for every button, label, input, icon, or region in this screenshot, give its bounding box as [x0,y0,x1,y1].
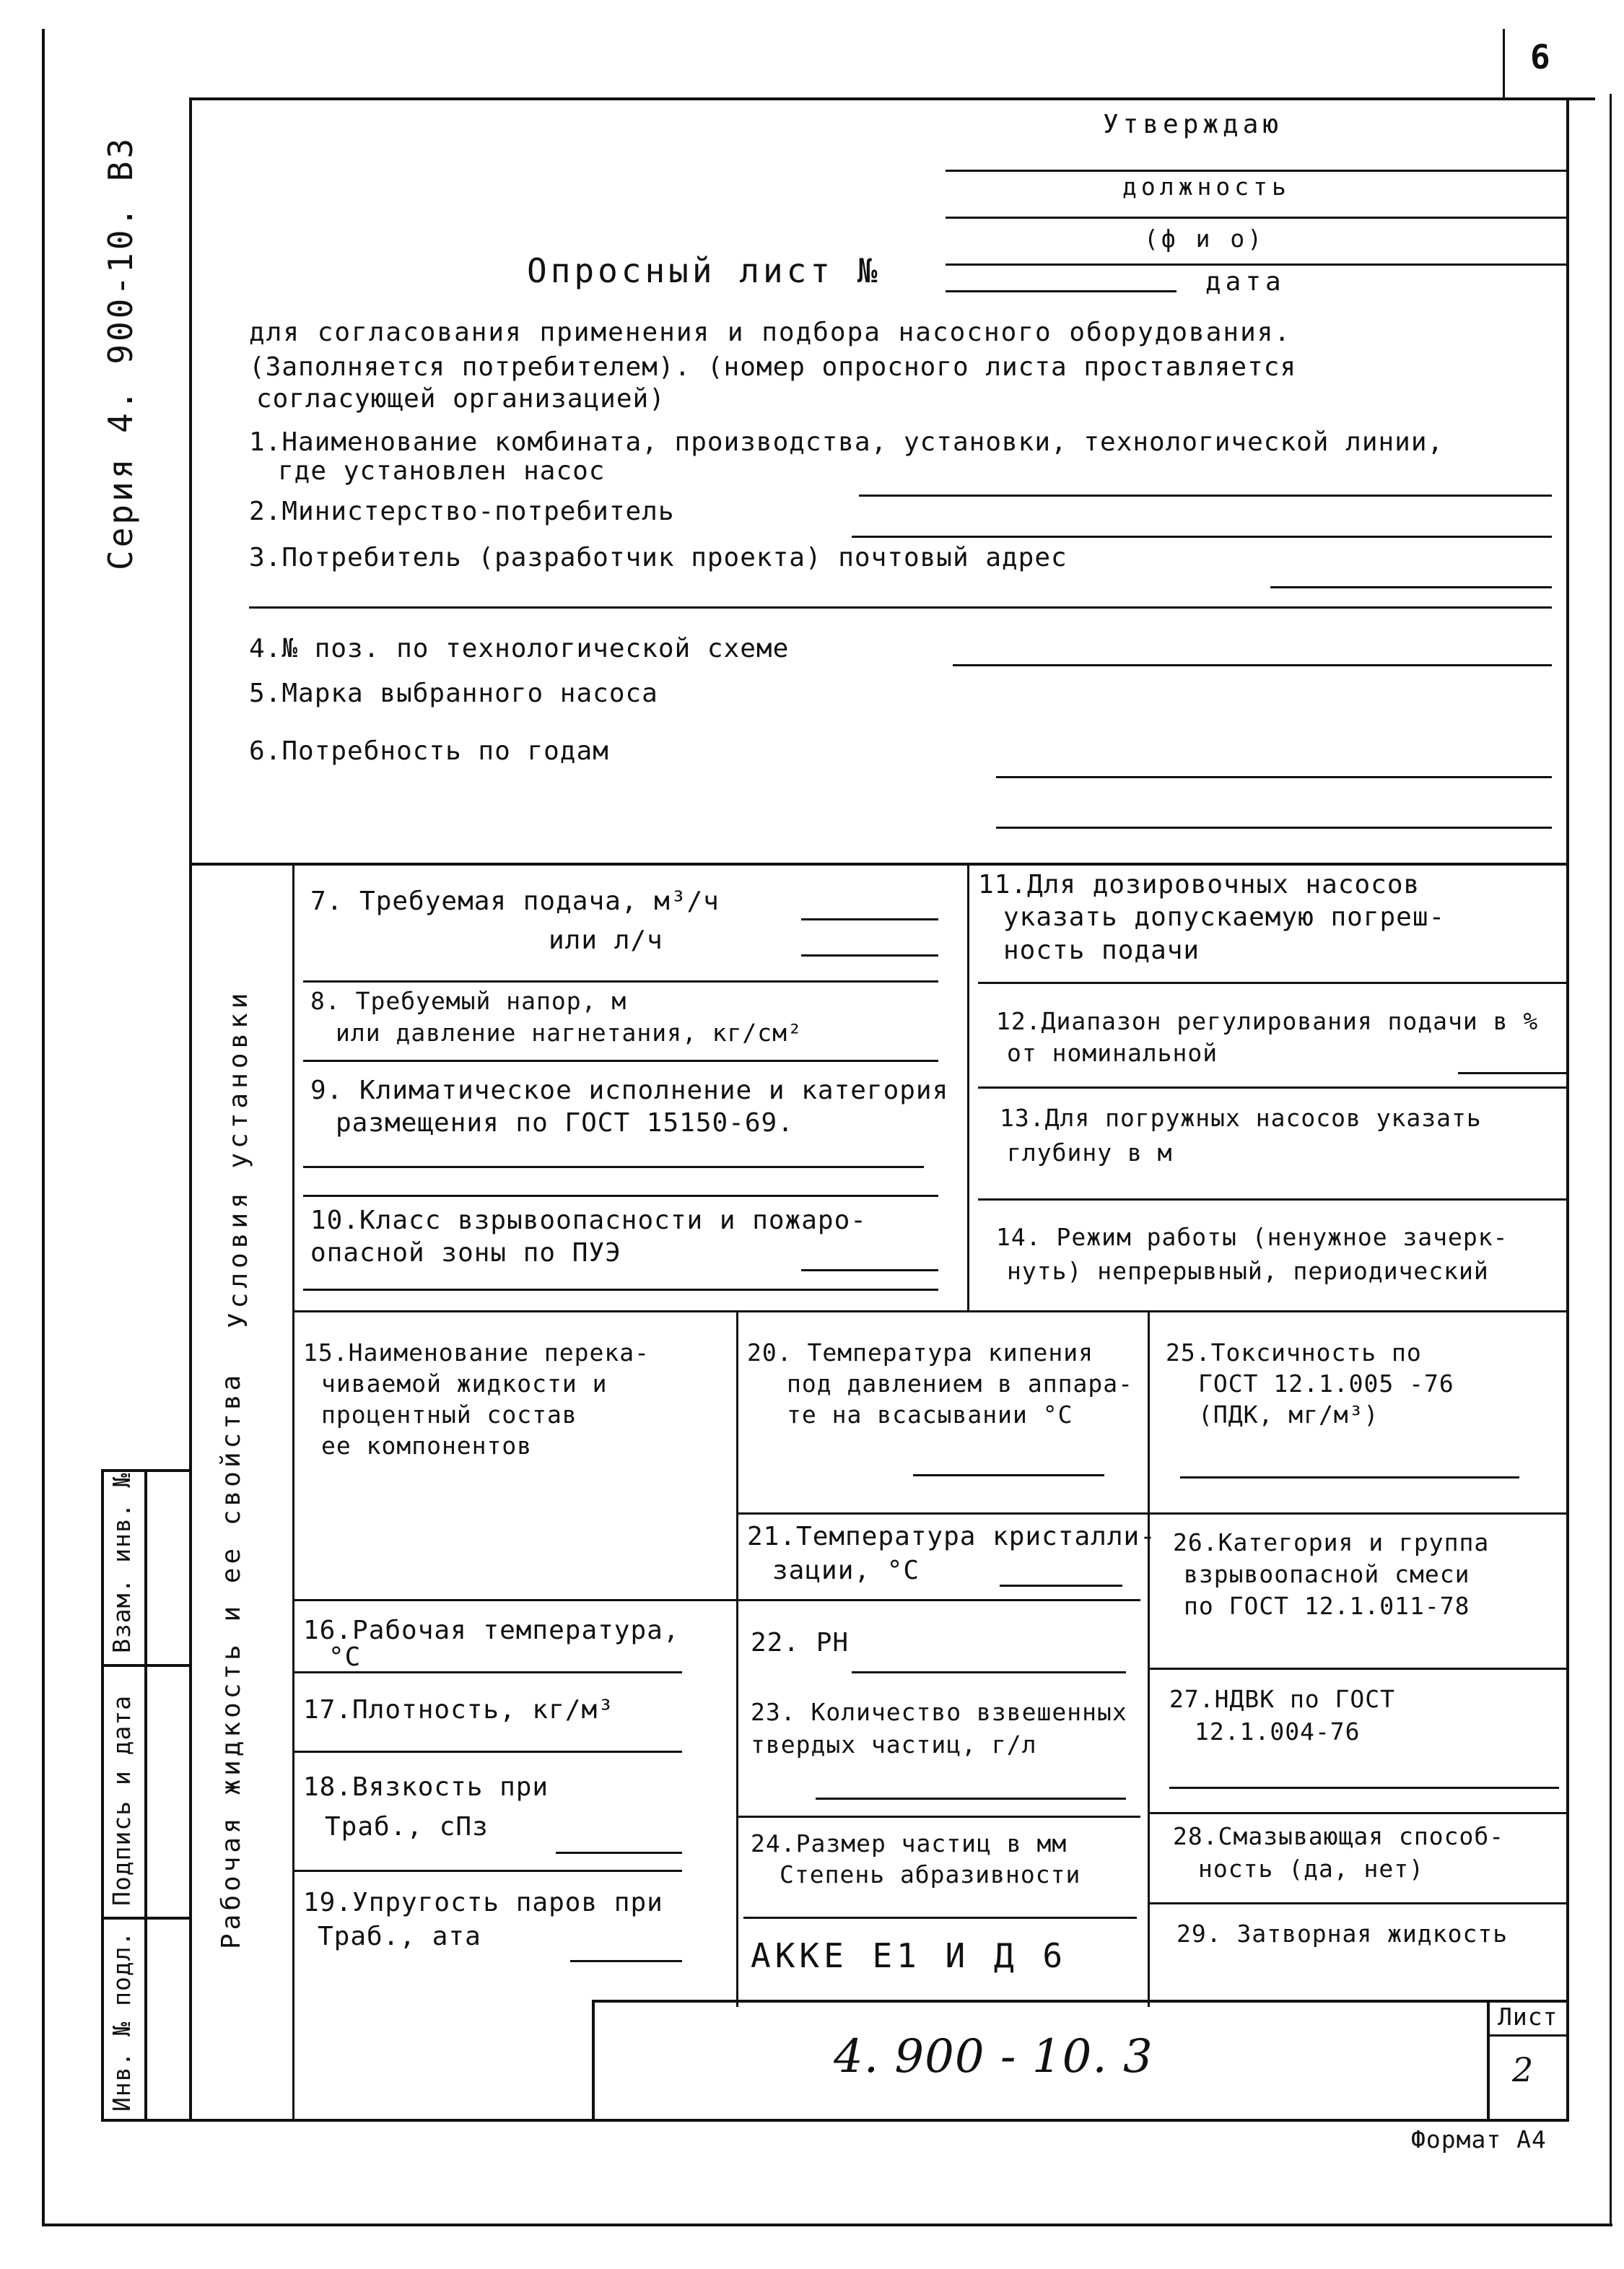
item-2: 2.Министерство-потребитель [249,497,675,526]
item-24-line-a: 24.Размер частиц в мм [751,1829,1068,1858]
item-27-field [1169,1787,1559,1789]
item-15-line-d: ее компонентов [321,1432,533,1460]
item-20-bottom [736,1512,1566,1515]
item-10-field-b [303,1289,938,1291]
approve-line-2 [946,217,1566,219]
approve-label: Утверждаю [1103,110,1283,139]
item-4: 4.№ поз. по технологической схеме [249,634,790,663]
item-20-line-c: те на всасывании °С [787,1401,1073,1429]
form-note-2: согласующей организацией) [256,384,665,414]
series-label: Серия 4. 900-10. В3 [101,135,140,570]
install-column-divider [967,863,969,1310]
side-stamp-inv-orig: Инв. № подл. [108,1930,136,2112]
item-9-bottom [303,1195,938,1197]
item-7-bottom [303,980,938,983]
page-number: 6 [1530,38,1551,77]
item-22: 22. РН [751,1628,850,1658]
item-17: 17.Плотность, кг/м³ [303,1695,614,1725]
item-12-line-b: от номинальной [1007,1039,1218,1067]
item-11-line-c: ность подачи [1003,936,1200,965]
side-stamp-top [101,1469,189,1472]
item-26-line-c: по ГОСТ 12.1.011-78 [1184,1592,1470,1620]
item-21-field [1000,1585,1122,1587]
section-liquid-top [292,1310,1566,1312]
form-note-1: (Заполняется потребителем). (номер опросного листа проставляется [249,352,1297,382]
form-subtitle: для согласования применения и подбора насосного оборудования. [249,318,1292,347]
item-24-line-b: Степень абразивности [780,1860,1081,1889]
item-1-line-a: 1.Наименование комбината, производства, установки, технологической линии, [249,427,1444,457]
item-15-line-b: чиваемой жидкости и [321,1369,608,1398]
item-25-line-b: ГОСТ 12.1.005 -76 [1198,1369,1454,1398]
side-stamp-inv-repl: Взам. инв. № [108,1472,136,1653]
item-7-field-b [801,954,938,957]
item-15-line-c: процентный состав [321,1401,577,1429]
side-stamp-left [101,1469,104,2119]
item-18-bottom [292,1870,682,1872]
item-29: 29. Затворная жидкость [1176,1920,1509,1948]
item-27-bottom [1148,1812,1566,1814]
item-9-line-b: размещения по ГОСТ 15150-69. [336,1108,794,1138]
item-11-field [978,982,1566,984]
item-11-line-b: указать допускаемую погреш- [1003,902,1446,932]
item-16-field [292,1671,682,1673]
item-3: 3.Потребитель (разработчик проекта) почтовый адрес [249,543,1068,572]
item-26-line-a: 26.Категория и группа [1173,1528,1490,1556]
item-22-field [852,1671,1126,1673]
item-8-field [303,1060,938,1062]
item-18-line-b: Траб., сПз [325,1812,489,1842]
outer-bottom-border [42,2224,1612,2226]
item-14-line-b: нуть) непрерывный, периодический [1007,1257,1489,1285]
stamp-doc-number: 4. 900 - 10. 3 [834,2030,1153,2083]
stamp-top [592,2000,1566,2003]
liquid-divider-1 [736,1310,738,2007]
item-19-line-a: 19.Упругость паров при [303,1888,663,1917]
section-install-label: Условия установки [224,988,253,1328]
item-10-field-a [801,1269,938,1271]
outer-left-border [42,29,45,2224]
item-12-bottom [978,1086,1566,1089]
item-15-bottom [292,1599,736,1601]
item-5: 5.Марка выбранного насоса [249,679,658,708]
side-stamp-bottom [101,2119,189,2122]
item-13-line-a: 13.Для погружных насосов указать [1000,1104,1482,1132]
item-27-line-a: 27.НДВК по ГОСТ [1169,1685,1396,1713]
item-28-line-a: 28.Смазывающая способ- [1173,1822,1505,1850]
section-liquid-label: Рабочая жидкость и ее свойства [217,1371,246,1949]
approve-line-3 [946,264,1566,266]
item-20-line-b: под давлением в аппара- [787,1369,1133,1398]
form-title: Опросный лист № [527,251,881,290]
item-3-field-b [249,606,1552,609]
section-label-divider [292,863,294,2119]
item-27-line-b: 12.1.004-76 [1195,1717,1361,1746]
item-26-line-b: взрывоопасной смеси [1184,1560,1470,1588]
item-4-field [953,664,1552,666]
inner-left-border [189,97,192,2120]
side-stamp-line-1 [101,1664,189,1667]
format-label: Формат А4 [1411,2125,1547,2153]
item-18-line-a: 18.Вязкость при [303,1772,549,1802]
approve-line-1 [946,170,1566,172]
item-7-field-a [801,918,938,920]
date-label: дата [1205,267,1285,297]
side-stamp-sign-date: Подпись и дата [108,1694,136,1906]
stamp-code: АККЕ Е1 И Д 6 [751,1936,1068,1975]
item-25-line-a: 25.Токсичность по [1166,1338,1422,1367]
item-23-field [816,1798,1126,1800]
item-16-line-a: 16.Рабочая температура, [303,1616,680,1645]
stamp-sheet-label: Лист [1498,2003,1558,2031]
inner-right-border [1566,97,1569,2120]
stamp-sheet-number: 2 [1512,2050,1534,2089]
item-3-field-a [1270,586,1552,588]
stamp-sheet-divider [1487,2000,1490,2119]
item-21-line-b: зации, °С [772,1556,920,1585]
name-label: (ф и о) [1144,225,1265,253]
item-15-line-a: 15.Наименование перека- [303,1338,650,1367]
item-11-line-a: 11.Для дозировочных насосов [978,870,1420,900]
inner-top-border [189,97,1595,100]
item-12-field [1458,1072,1566,1074]
item-25-line-c: (ПДК, мг/м³) [1198,1401,1379,1429]
item-6: 6.Потребность по годам [249,736,609,766]
item-6-field-a [996,776,1552,778]
position-label: должность [1122,173,1291,201]
item-8-line-a: 8. Требуемый напор, м [310,987,627,1015]
item-19-field [570,1960,682,1962]
item-1-line-b: где установлен насос [278,456,606,486]
side-stamp-line-2 [101,1917,189,1920]
stamp-sheet-line [1487,2034,1566,2037]
item-23-line-a: 23. Количество взвешенных [751,1698,1127,1726]
item-12-line-a: 12.Диапазон регулирования подачи в % [996,1007,1539,1035]
item-25-field [1180,1476,1519,1478]
item-7-line-a: 7. Требуемая подача, м³/ч [310,887,720,916]
item-16-line-b: °С [328,1642,362,1672]
stamp-left [592,2000,595,2119]
item-20-field [913,1474,1104,1476]
item-10-line-b: опасной зоны по ПУЭ [310,1238,621,1268]
inner-bottom-border [189,2119,1569,2122]
item-19-line-b: Траб., ата [318,1922,481,1951]
item-23-line-b: твердых частиц, г/л [751,1730,1037,1759]
item-6-field-b [996,827,1552,829]
section-install-top [189,863,1566,866]
item-9-line-a: 9. Климатическое исполнение и категория [310,1076,949,1105]
item-17-field [292,1751,682,1753]
item-18-field [556,1852,682,1854]
side-stamp-mid [144,1469,147,2119]
item-10-line-a: 10.Класс взрывоопасности и пожаро- [310,1206,867,1235]
item-13-line-b: глубину в м [1007,1138,1173,1167]
outer-right-border [1610,94,1612,2225]
item-24-field [743,1917,1137,1919]
item-14-line-a: 14. Режим работы (ненужное зачерк- [996,1223,1509,1251]
item-20-line-a: 20. Температура кипения [747,1338,1093,1367]
item-9-field [303,1166,924,1168]
item-1-field [859,495,1552,497]
item-8-line-b: или давление нагнетания, кг/см² [336,1019,803,1047]
item-28-line-b: ность (да, нет) [1198,1855,1425,1883]
item-21-bottom [736,1599,1140,1601]
page-number-box-left [1503,29,1505,97]
item-13-field [978,1198,1566,1201]
item-26-bottom [1148,1668,1566,1670]
item-2-field [852,536,1552,538]
item-28-bottom [1148,1902,1566,1904]
item-7-line-b: или л/ч [549,926,663,955]
item-21-line-a: 21.Температура кристалли- [747,1522,1156,1551]
form-number-line [946,290,1176,292]
item-23-bottom [736,1816,1140,1818]
